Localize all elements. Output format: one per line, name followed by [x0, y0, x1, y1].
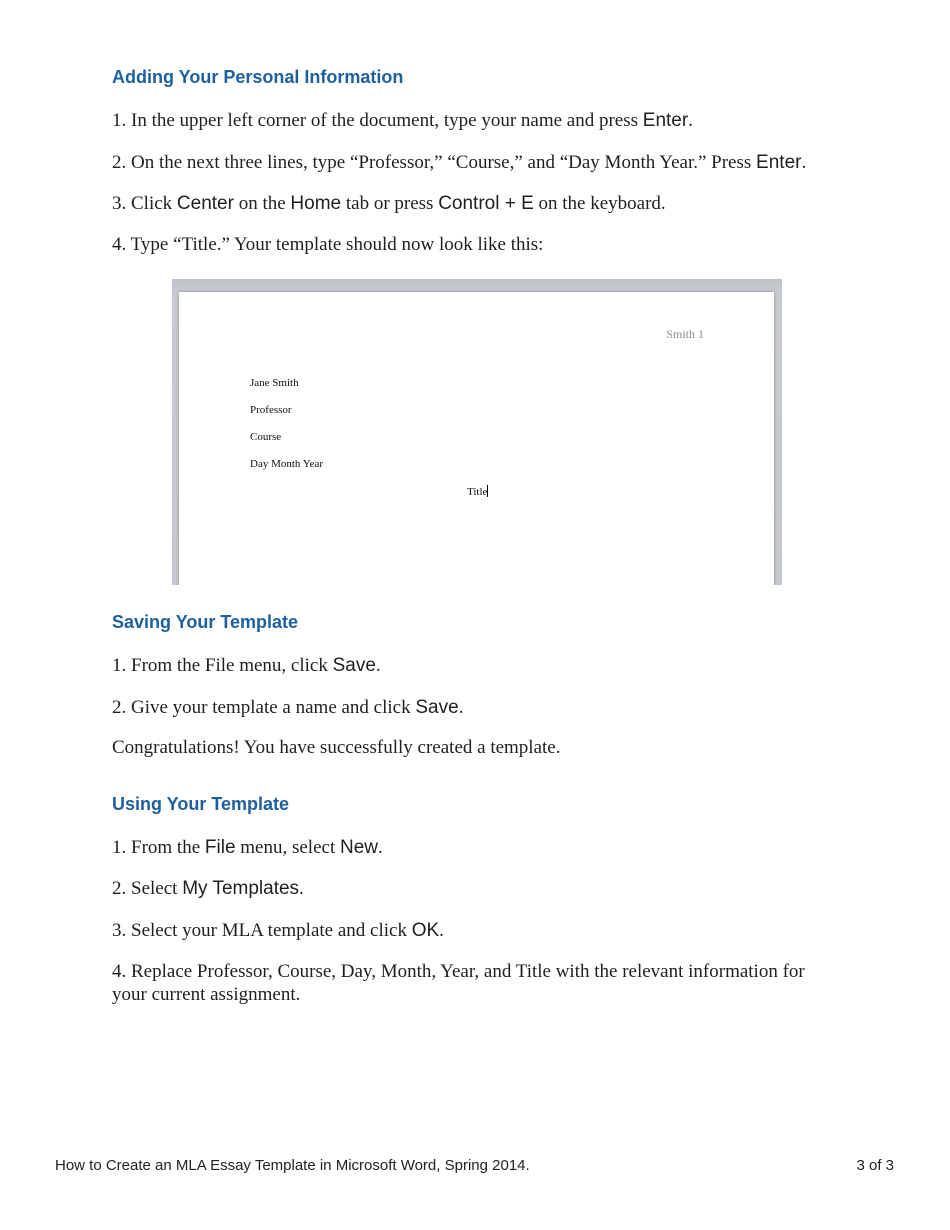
key-save: Save: [332, 655, 376, 676]
step-text: 1. From the: [112, 837, 205, 858]
step-text: .: [688, 110, 693, 131]
preview-line-name: Jane Smith: [250, 377, 299, 389]
step-text: .: [439, 920, 444, 941]
step-text: .: [378, 837, 383, 858]
step-text: on the: [233, 193, 291, 214]
step-text: .: [375, 655, 381, 676]
step-3-select-ok: [112, 919, 444, 942]
key-file: File: [204, 837, 236, 858]
step-text: 1. In the upper left corner of the document, type your name and press: [112, 110, 643, 131]
preview-line-professor: Professor: [250, 404, 292, 416]
key-home: Home: [290, 193, 342, 214]
key-enter: Enter: [756, 152, 802, 173]
step-text: 2. On the next three lines, type “Professor,” “Course,” and “Day Month Year.” Press: [112, 152, 757, 173]
step-1-file-new: [112, 836, 383, 859]
step-4-replace: 4. Replace Professor, Course, Day, Month, Year, and Title with the relevant information for your current assignment.: [112, 961, 805, 1005]
step-4-type-title: 4. Type “Title.” Your template should now look like this:: [112, 234, 544, 255]
key-my-templates: My Templates: [182, 878, 300, 899]
preview-header-page-number: Smith 1: [666, 327, 704, 341]
step-text: on the keyboard.: [533, 193, 666, 214]
key-new: New: [339, 837, 378, 858]
preview-line-course: Course: [250, 431, 282, 443]
step-text: .: [458, 697, 464, 718]
key-control-e: Control + E: [438, 193, 534, 214]
footer-document-title: How to Create an MLA Essay Template in Microsoft Word, Spring 2014.: [55, 1157, 530, 1174]
step-text: 2. Give your template a name and click: [112, 697, 416, 718]
step-text: 2. Select: [112, 878, 183, 899]
preview-page: [179, 292, 774, 585]
step-text: .: [299, 878, 304, 899]
step-text: menu, select: [235, 837, 340, 858]
key-ok: OK: [411, 920, 440, 941]
key-center: Center: [176, 193, 234, 214]
step-1-enter-name: [112, 109, 693, 132]
step-2-next-lines: [112, 151, 806, 174]
step-1-file-save: [112, 654, 381, 677]
key-save: Save: [415, 697, 459, 718]
footer-page-number: 3 of 3: [856, 1157, 894, 1174]
preview-line-date: Day Month Year: [250, 458, 324, 470]
step-text: .: [801, 152, 807, 173]
step-text: 1. From the File menu, click: [112, 655, 333, 676]
template-preview-image: [172, 279, 782, 585]
preview-title: Title: [467, 486, 488, 498]
congratulations-text: Congratulations! You have successfully created a template.: [112, 737, 561, 758]
step-text: 3. Click: [112, 193, 177, 214]
section-heading-personal-info: Adding Your Personal Information: [112, 67, 404, 87]
section-heading-saving: Saving Your Template: [112, 612, 299, 632]
step-text: 3. Select your MLA template and click: [112, 920, 412, 941]
preview-title-line: [467, 485, 488, 498]
step-2-name-save: [112, 696, 463, 719]
step-text: tab or press: [341, 193, 439, 214]
step-3-center: [112, 192, 666, 215]
step-2-my-templates: [112, 877, 304, 900]
text-cursor: [487, 485, 488, 497]
section-heading-using: Using Your Template: [112, 794, 290, 814]
key-enter: Enter: [642, 110, 689, 131]
